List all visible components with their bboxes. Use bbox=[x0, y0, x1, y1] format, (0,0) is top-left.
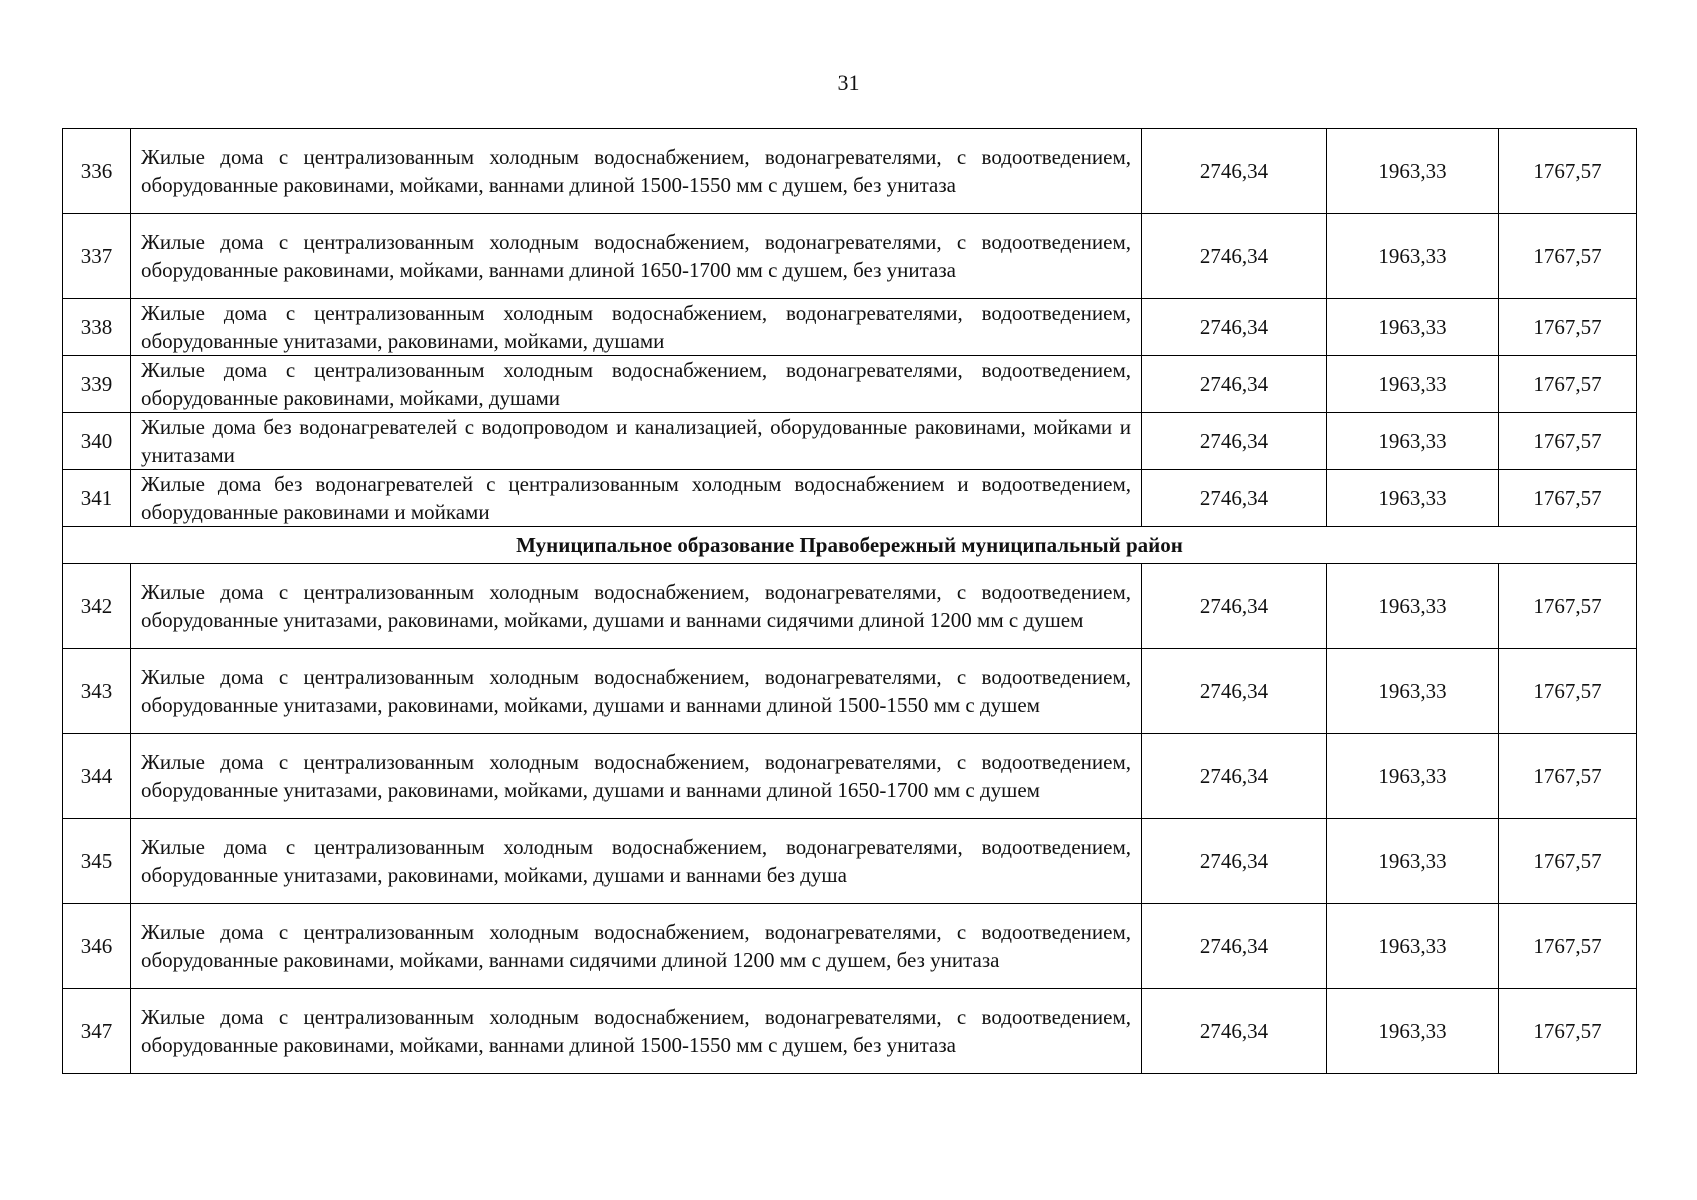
row-description: Жилые дома с централизованным холодным водоснабжением, водонагревателями, с водоотведением, оборудованные раковинами, мойками, ваннами длиной 1500-1550 мм с душем, без унитаза bbox=[131, 129, 1142, 214]
tariff-value-2: 1963,33 bbox=[1327, 214, 1499, 299]
tariff-value-2: 1963,33 bbox=[1327, 299, 1499, 356]
tariff-value-1: 2746,34 bbox=[1142, 470, 1327, 527]
table-row bbox=[63, 470, 1637, 527]
table-row bbox=[63, 129, 1637, 214]
tariff-value-2: 1963,33 bbox=[1327, 904, 1499, 989]
tariff-value-2: 1963,33 bbox=[1327, 129, 1499, 214]
row-number: 339 bbox=[63, 356, 131, 413]
tariff-value-2: 1963,33 bbox=[1327, 649, 1499, 734]
tariff-value-1: 2746,34 bbox=[1142, 649, 1327, 734]
tariff-value-2: 1963,33 bbox=[1327, 989, 1499, 1074]
tariff-table bbox=[62, 128, 1637, 1074]
row-description: Жилые дома с централизованным холодным водоснабжением, водонагревателями, с водоотведением, оборудованные раковинами, мойками, ваннами сидячими длиной 1200 мм с душем, без унитаза bbox=[131, 904, 1142, 989]
tariff-value-3: 1767,57 bbox=[1499, 299, 1637, 356]
page-number: 31 bbox=[837, 70, 860, 95]
tariff-value-1: 2746,34 bbox=[1142, 904, 1327, 989]
table-row bbox=[63, 649, 1637, 734]
tariff-value-3: 1767,57 bbox=[1499, 470, 1637, 527]
tariff-value-1: 2746,34 bbox=[1142, 129, 1327, 214]
tariff-value-2: 1963,33 bbox=[1327, 564, 1499, 649]
section-header-row bbox=[63, 527, 1637, 564]
tariff-value-3: 1767,57 bbox=[1499, 214, 1637, 299]
tariff-value-2: 1963,33 bbox=[1327, 356, 1499, 413]
tariff-value-3: 1767,57 bbox=[1499, 129, 1637, 214]
tariff-value-2: 1963,33 bbox=[1327, 819, 1499, 904]
table-row bbox=[63, 564, 1637, 649]
tariff-value-1: 2746,34 bbox=[1142, 214, 1327, 299]
tariff-value-3: 1767,57 bbox=[1499, 989, 1637, 1074]
row-description: Жилые дома с централизованным холодным водоснабжением, водонагревателями, с водоотведением, оборудованные унитазами, раковинами, мойками, душами и ваннами сидячими длиной 1200 мм с душем bbox=[131, 564, 1142, 649]
row-description: Жилые дома с централизованным холодным водоснабжением, водонагревателями, с водоотведением, оборудованные раковинами, мойками, ваннами длиной 1650-1700 мм с душем, без унитаза bbox=[131, 214, 1142, 299]
tariff-value-1: 2746,34 bbox=[1142, 734, 1327, 819]
table-row bbox=[63, 989, 1637, 1074]
tariff-value-2: 1963,33 bbox=[1327, 413, 1499, 470]
row-number: 347 bbox=[63, 989, 131, 1074]
row-number: 338 bbox=[63, 299, 131, 356]
row-description: Жилые дома без водонагревателей с водопроводом и канализацией, оборудованные раковинами, мойками и унитазами bbox=[131, 413, 1142, 470]
row-description: Жилые дома без водонагревателей с централизованным холодным водоснабжением и водоотведением, оборудованные раковинами и мойками bbox=[131, 470, 1142, 527]
table-row bbox=[63, 819, 1637, 904]
tariff-value-1: 2746,34 bbox=[1142, 564, 1327, 649]
table-row bbox=[63, 299, 1637, 356]
tariff-value-3: 1767,57 bbox=[1499, 649, 1637, 734]
tariff-value-2: 1963,33 bbox=[1327, 470, 1499, 527]
row-number: 344 bbox=[63, 734, 131, 819]
row-number: 343 bbox=[63, 649, 131, 734]
tariff-value-2: 1963,33 bbox=[1327, 734, 1499, 819]
tariff-value-3: 1767,57 bbox=[1499, 734, 1637, 819]
row-description: Жилые дома с централизованным холодным водоснабжением, водонагревателями, водоотведением, оборудованные раковинами, мойками, душами bbox=[131, 356, 1142, 413]
row-description: Жилые дома с централизованным холодным водоснабжением, водонагревателями, с водоотведением, оборудованные раковинами, мойками, ваннами длиной 1500-1550 мм с душем, без унитаза bbox=[131, 989, 1142, 1074]
tariff-value-3: 1767,57 bbox=[1499, 904, 1637, 989]
table-row bbox=[63, 904, 1637, 989]
row-description: Жилые дома с централизованным холодным водоснабжением, водонагревателями, с водоотведением, оборудованные унитазами, раковинами, мойками, душами и ваннами длиной 1500-1550 мм с душем bbox=[131, 649, 1142, 734]
tariff-value-3: 1767,57 bbox=[1499, 413, 1637, 470]
table-row bbox=[63, 413, 1637, 470]
row-description: Жилые дома с централизованным холодным водоснабжением, водонагревателями, водоотведением, оборудованные унитазами, раковинами, мойками, душами bbox=[131, 299, 1142, 356]
row-number: 336 bbox=[63, 129, 131, 214]
row-number: 337 bbox=[63, 214, 131, 299]
tariff-value-1: 2746,34 bbox=[1142, 356, 1327, 413]
section-title: Муниципальное образование Правобережный муниципальный район bbox=[63, 527, 1637, 564]
row-description: Жилые дома с централизованным холодным водоснабжением, водонагревателями, водоотведением, оборудованные унитазами, раковинами, мойками, душами и ваннами без душа bbox=[131, 819, 1142, 904]
tariff-value-1: 2746,34 bbox=[1142, 819, 1327, 904]
table-row bbox=[63, 734, 1637, 819]
tariff-value-3: 1767,57 bbox=[1499, 564, 1637, 649]
table-row bbox=[63, 214, 1637, 299]
tariff-value-1: 2746,34 bbox=[1142, 413, 1327, 470]
table-row bbox=[63, 356, 1637, 413]
row-number: 341 bbox=[63, 470, 131, 527]
row-number: 346 bbox=[63, 904, 131, 989]
tariff-value-3: 1767,57 bbox=[1499, 356, 1637, 413]
row-number: 342 bbox=[63, 564, 131, 649]
row-description: Жилые дома с централизованным холодным водоснабжением, водонагревателями, с водоотведением, оборудованные унитазами, раковинами, мойками, душами и ваннами длиной 1650-1700 мм с душем bbox=[131, 734, 1142, 819]
tariff-value-1: 2746,34 bbox=[1142, 299, 1327, 356]
tariff-value-1: 2746,34 bbox=[1142, 989, 1327, 1074]
row-number: 345 bbox=[63, 819, 131, 904]
row-number: 340 bbox=[63, 413, 131, 470]
tariff-value-3: 1767,57 bbox=[1499, 819, 1637, 904]
